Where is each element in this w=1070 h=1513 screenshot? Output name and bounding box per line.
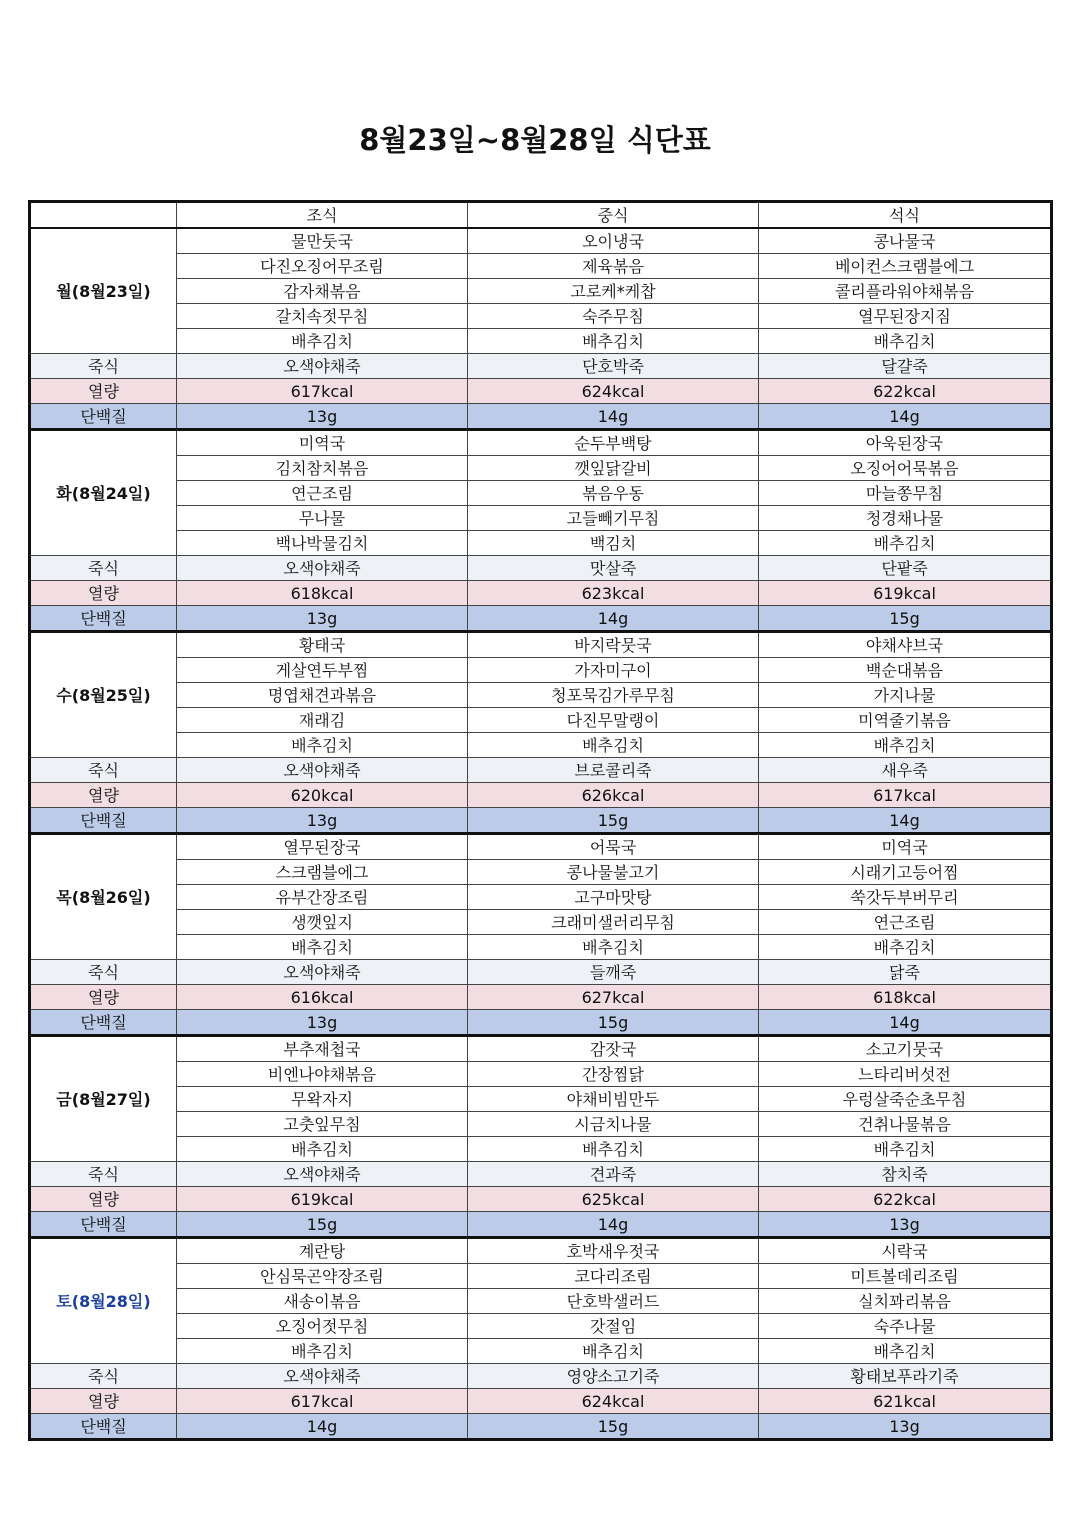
dinner-dish: 배추김치 — [759, 733, 1052, 758]
calories-row — [30, 1389, 1052, 1414]
breakfast-calories: 620kcal — [177, 783, 468, 808]
breakfast-calories: 617kcal — [177, 1389, 468, 1414]
lunch-dish: 청포묵김가루무침 — [468, 683, 759, 708]
breakfast-dish: 오징어젓무침 — [177, 1314, 468, 1339]
lunch-protein: 15g — [468, 808, 759, 834]
dinner-dish: 배추김치 — [759, 329, 1052, 354]
protein-row — [30, 1414, 1052, 1440]
lunch-porridge: 견과죽 — [468, 1162, 759, 1187]
dinner-dish: 배추김치 — [759, 531, 1052, 556]
menu-row — [30, 1339, 1052, 1364]
dinner-dish: 열무된장지짐 — [759, 304, 1052, 329]
dinner-dish: 배추김치 — [759, 935, 1052, 960]
menu-row — [30, 632, 1052, 658]
breakfast-protein: 13g — [177, 808, 468, 834]
lunch-dish: 볶음우동 — [468, 481, 759, 506]
protein-label: 단백질 — [30, 606, 177, 632]
menu-row — [30, 860, 1052, 885]
lunch-dish: 배추김치 — [468, 329, 759, 354]
calories-label: 열량 — [30, 581, 177, 606]
dinner-calories: 618kcal — [759, 985, 1052, 1010]
porridge-row — [30, 758, 1052, 783]
dinner-dish: 미역국 — [759, 834, 1052, 860]
lunch-dish: 오이냉국 — [468, 228, 759, 254]
breakfast-dish: 감자채볶음 — [177, 279, 468, 304]
header-lunch: 중식 — [468, 202, 759, 229]
calories-label: 열량 — [30, 1187, 177, 1212]
lunch-dish: 크래미샐러리무침 — [468, 910, 759, 935]
breakfast-dish: 안심묵곤약장조림 — [177, 1264, 468, 1289]
menu-row — [30, 531, 1052, 556]
menu-row — [30, 279, 1052, 304]
breakfast-porridge: 오색야채죽 — [177, 758, 468, 783]
dinner-dish: 실치꽈리볶음 — [759, 1289, 1052, 1314]
menu-row — [30, 481, 1052, 506]
menu-row — [30, 935, 1052, 960]
breakfast-dish: 배추김치 — [177, 1339, 468, 1364]
breakfast-dish: 물만둣국 — [177, 228, 468, 254]
dinner-calories: 619kcal — [759, 581, 1052, 606]
breakfast-dish: 백나박물김치 — [177, 531, 468, 556]
breakfast-calories: 617kcal — [177, 379, 468, 404]
dinner-porridge: 단팥죽 — [759, 556, 1052, 581]
lunch-dish: 감잣국 — [468, 1036, 759, 1062]
breakfast-dish: 배추김치 — [177, 935, 468, 960]
dinner-porridge: 닭죽 — [759, 960, 1052, 985]
lunch-porridge: 맛살죽 — [468, 556, 759, 581]
dinner-dish: 베이컨스크램블에그 — [759, 254, 1052, 279]
breakfast-porridge: 오색야채죽 — [177, 960, 468, 985]
protein-label: 단백질 — [30, 1414, 177, 1440]
day-label: 수(8월25일) — [30, 632, 177, 758]
calories-label: 열량 — [30, 985, 177, 1010]
menu-row — [30, 1062, 1052, 1087]
lunch-dish: 가자미구이 — [468, 658, 759, 683]
breakfast-dish: 갈치속젓무침 — [177, 304, 468, 329]
lunch-dish: 고들빼기무침 — [468, 506, 759, 531]
porridge-label: 죽식 — [30, 1162, 177, 1187]
dinner-dish: 가지나물 — [759, 683, 1052, 708]
menu-row — [30, 834, 1052, 860]
dinner-calories: 622kcal — [759, 379, 1052, 404]
porridge-row — [30, 1162, 1052, 1187]
breakfast-dish: 열무된장국 — [177, 834, 468, 860]
lunch-dish: 백김치 — [468, 531, 759, 556]
lunch-dish: 숙주무침 — [468, 304, 759, 329]
dinner-dish: 청경채나물 — [759, 506, 1052, 531]
dinner-porridge: 새우죽 — [759, 758, 1052, 783]
day-label: 목(8월26일) — [30, 834, 177, 960]
breakfast-dish: 미역국 — [177, 430, 468, 456]
calories-label: 열량 — [30, 379, 177, 404]
menu-row — [30, 1314, 1052, 1339]
lunch-protein: 14g — [468, 1212, 759, 1238]
lunch-dish: 바지락뭇국 — [468, 632, 759, 658]
lunch-dish: 배추김치 — [468, 733, 759, 758]
lunch-dish: 고로케*케찹 — [468, 279, 759, 304]
dinner-dish: 미역줄기볶음 — [759, 708, 1052, 733]
dinner-dish: 시래기고등어찜 — [759, 860, 1052, 885]
breakfast-protein: 14g — [177, 1414, 468, 1440]
calories-row — [30, 1187, 1052, 1212]
dinner-dish: 소고기뭇국 — [759, 1036, 1052, 1062]
protein-label: 단백질 — [30, 1212, 177, 1238]
breakfast-dish: 부추재첩국 — [177, 1036, 468, 1062]
lunch-protein: 15g — [468, 1414, 759, 1440]
menu-row — [30, 1112, 1052, 1137]
protein-row — [30, 1010, 1052, 1036]
header-row — [30, 202, 1052, 229]
breakfast-porridge: 오색야채죽 — [177, 1162, 468, 1187]
calories-row — [30, 985, 1052, 1010]
lunch-dish: 단호박샐러드 — [468, 1289, 759, 1314]
page-title: 8월23일~8월28일 식단표 — [359, 123, 711, 157]
lunch-dish: 배추김치 — [468, 1339, 759, 1364]
menu-row — [30, 1264, 1052, 1289]
breakfast-dish: 배추김치 — [177, 733, 468, 758]
dinner-dish: 배추김치 — [759, 1137, 1052, 1162]
lunch-calories: 624kcal — [468, 379, 759, 404]
breakfast-dish: 게살연두부찜 — [177, 658, 468, 683]
menu-row — [30, 430, 1052, 456]
header-corner — [30, 202, 177, 229]
dinner-dish: 마늘쫑무침 — [759, 481, 1052, 506]
lunch-porridge: 브로콜리죽 — [468, 758, 759, 783]
menu-row — [30, 228, 1052, 254]
menu-row — [30, 304, 1052, 329]
menu-row — [30, 658, 1052, 683]
dinner-protein: 13g — [759, 1212, 1052, 1238]
dinner-dish: 느타리버섯전 — [759, 1062, 1052, 1087]
day-label: 금(8월27일) — [30, 1036, 177, 1162]
header-breakfast: 조식 — [177, 202, 468, 229]
porridge-row — [30, 556, 1052, 581]
protein-row — [30, 404, 1052, 430]
dinner-dish: 오징어어묵볶음 — [759, 456, 1052, 481]
protein-label: 단백질 — [30, 808, 177, 834]
lunch-dish: 다진무말랭이 — [468, 708, 759, 733]
dinner-porridge: 참치죽 — [759, 1162, 1052, 1187]
breakfast-dish: 명엽채견과볶음 — [177, 683, 468, 708]
calories-label: 열량 — [30, 783, 177, 808]
porridge-label: 죽식 — [30, 354, 177, 379]
dinner-protein: 13g — [759, 1414, 1052, 1440]
menu-row — [30, 506, 1052, 531]
menu-row — [30, 683, 1052, 708]
protein-label: 단백질 — [30, 404, 177, 430]
dinner-dish: 우렁살죽순초무침 — [759, 1087, 1052, 1112]
breakfast-dish: 황태국 — [177, 632, 468, 658]
calories-row — [30, 783, 1052, 808]
dinner-calories: 617kcal — [759, 783, 1052, 808]
breakfast-calories: 618kcal — [177, 581, 468, 606]
lunch-dish: 배추김치 — [468, 1137, 759, 1162]
dinner-dish: 백순대볶음 — [759, 658, 1052, 683]
menu-row — [30, 254, 1052, 279]
dinner-dish: 배추김치 — [759, 1339, 1052, 1364]
breakfast-dish: 고춧잎무침 — [177, 1112, 468, 1137]
breakfast-dish: 무왁자지 — [177, 1087, 468, 1112]
dinner-protein: 14g — [759, 404, 1052, 430]
dinner-dish: 건취나물볶음 — [759, 1112, 1052, 1137]
dinner-calories: 622kcal — [759, 1187, 1052, 1212]
lunch-dish: 야채비빔만두 — [468, 1087, 759, 1112]
lunch-porridge: 단호박죽 — [468, 354, 759, 379]
breakfast-dish: 새송이볶음 — [177, 1289, 468, 1314]
porridge-label: 죽식 — [30, 960, 177, 985]
porridge-label: 죽식 — [30, 556, 177, 581]
porridge-label: 죽식 — [30, 1364, 177, 1389]
dinner-dish: 쑥갓두부버무리 — [759, 885, 1052, 910]
lunch-dish: 배추김치 — [468, 935, 759, 960]
breakfast-protein: 15g — [177, 1212, 468, 1238]
dinner-dish: 콜리플라워야채볶음 — [759, 279, 1052, 304]
protein-row — [30, 808, 1052, 834]
lunch-calories: 626kcal — [468, 783, 759, 808]
porridge-row — [30, 1364, 1052, 1389]
meal-plan-table — [28, 200, 1053, 1441]
breakfast-dish: 김치참치볶음 — [177, 456, 468, 481]
lunch-protein: 15g — [468, 1010, 759, 1036]
menu-row — [30, 1238, 1052, 1264]
lunch-porridge: 들깨죽 — [468, 960, 759, 985]
breakfast-dish: 계란탕 — [177, 1238, 468, 1264]
lunch-dish: 코다리조림 — [468, 1264, 759, 1289]
menu-row — [30, 910, 1052, 935]
dinner-dish: 미트볼데리조림 — [759, 1264, 1052, 1289]
breakfast-protein: 13g — [177, 1010, 468, 1036]
breakfast-porridge: 오색야채죽 — [177, 354, 468, 379]
calories-row — [30, 581, 1052, 606]
lunch-calories: 625kcal — [468, 1187, 759, 1212]
lunch-protein: 14g — [468, 404, 759, 430]
lunch-dish: 간장찜닭 — [468, 1062, 759, 1087]
day-label: 월(8월23일) — [30, 228, 177, 354]
breakfast-porridge: 오색야채죽 — [177, 556, 468, 581]
lunch-calories: 627kcal — [468, 985, 759, 1010]
header-dinner: 석식 — [759, 202, 1052, 229]
breakfast-porridge: 오색야채죽 — [177, 1364, 468, 1389]
lunch-dish: 제육볶음 — [468, 254, 759, 279]
dinner-dish: 연근조림 — [759, 910, 1052, 935]
breakfast-protein: 13g — [177, 404, 468, 430]
menu-row — [30, 1036, 1052, 1062]
dinner-protein: 15g — [759, 606, 1052, 632]
porridge-row — [30, 354, 1052, 379]
dinner-protein: 14g — [759, 1010, 1052, 1036]
lunch-dish: 콩나물불고기 — [468, 860, 759, 885]
breakfast-dish: 재래김 — [177, 708, 468, 733]
menu-row — [30, 733, 1052, 758]
dinner-protein: 14g — [759, 808, 1052, 834]
dinner-dish: 시락국 — [759, 1238, 1052, 1264]
lunch-dish: 어묵국 — [468, 834, 759, 860]
lunch-dish: 깻잎닭갈비 — [468, 456, 759, 481]
breakfast-dish: 비엔나야채볶음 — [177, 1062, 468, 1087]
lunch-dish: 순두부백탕 — [468, 430, 759, 456]
breakfast-calories: 616kcal — [177, 985, 468, 1010]
breakfast-dish: 배추김치 — [177, 329, 468, 354]
lunch-protein: 14g — [468, 606, 759, 632]
lunch-dish: 갓절임 — [468, 1314, 759, 1339]
breakfast-dish: 생깻잎지 — [177, 910, 468, 935]
lunch-dish: 고구마맛탕 — [468, 885, 759, 910]
lunch-calories: 623kcal — [468, 581, 759, 606]
breakfast-dish: 스크램블에그 — [177, 860, 468, 885]
menu-row — [30, 1289, 1052, 1314]
breakfast-dish: 연근조림 — [177, 481, 468, 506]
lunch-dish: 시금치나물 — [468, 1112, 759, 1137]
breakfast-dish: 무나물 — [177, 506, 468, 531]
menu-row — [30, 329, 1052, 354]
porridge-label: 죽식 — [30, 758, 177, 783]
menu-row — [30, 1137, 1052, 1162]
dinner-dish: 숙주나물 — [759, 1314, 1052, 1339]
dinner-dish: 콩나물국 — [759, 228, 1052, 254]
breakfast-protein: 13g — [177, 606, 468, 632]
menu-row — [30, 456, 1052, 481]
breakfast-dish: 배추김치 — [177, 1137, 468, 1162]
day-label: 토(8월28일) — [30, 1238, 177, 1364]
porridge-row — [30, 960, 1052, 985]
dinner-dish: 아욱된장국 — [759, 430, 1052, 456]
dinner-porridge: 황태보푸라기죽 — [759, 1364, 1052, 1389]
menu-row — [30, 1087, 1052, 1112]
day-label: 화(8월24일) — [30, 430, 177, 556]
dinner-dish: 야채샤브국 — [759, 632, 1052, 658]
menu-row — [30, 885, 1052, 910]
protein-row — [30, 1212, 1052, 1238]
lunch-porridge: 영양소고기죽 — [468, 1364, 759, 1389]
breakfast-dish: 다진오징어무조림 — [177, 254, 468, 279]
dinner-calories: 621kcal — [759, 1389, 1052, 1414]
breakfast-calories: 619kcal — [177, 1187, 468, 1212]
lunch-dish: 호박새우젓국 — [468, 1238, 759, 1264]
breakfast-dish: 유부간장조림 — [177, 885, 468, 910]
calories-row — [30, 379, 1052, 404]
menu-row — [30, 708, 1052, 733]
lunch-calories: 624kcal — [468, 1389, 759, 1414]
calories-label: 열량 — [30, 1389, 177, 1414]
protein-row — [30, 606, 1052, 632]
protein-label: 단백질 — [30, 1010, 177, 1036]
dinner-porridge: 달걀죽 — [759, 354, 1052, 379]
